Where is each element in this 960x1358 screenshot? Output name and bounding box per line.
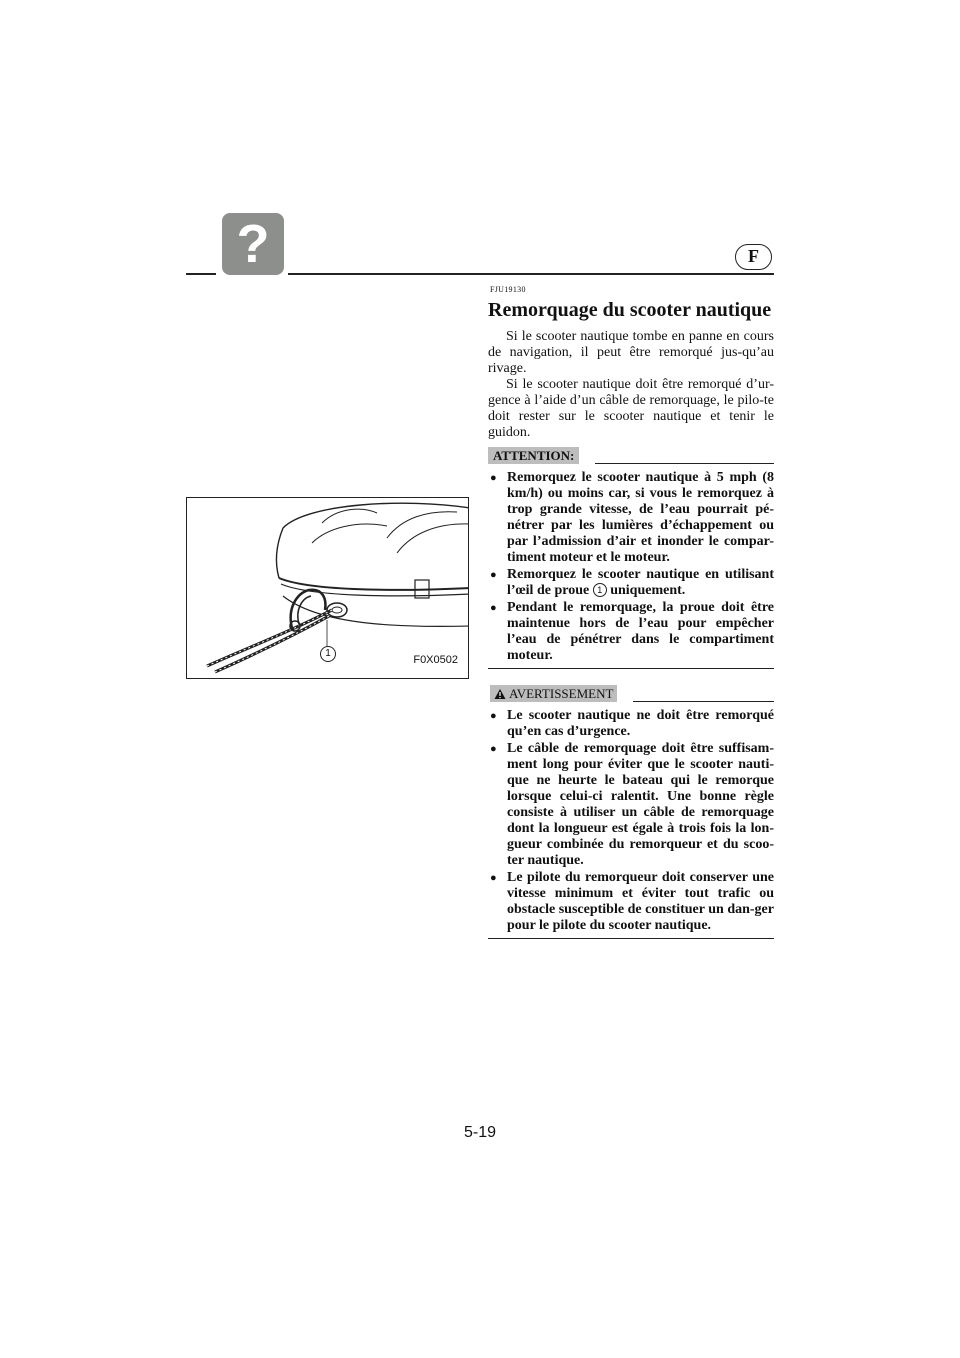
warning-end-rule (488, 938, 774, 939)
attention-item: ● Remorquez le scooter nautique à 5 mph (8 km/h) ou moins car, si vous le remorquez à trop grande vitesse, de l’eau pourrait pé-nétrer par les lumières d’échappement ou par l’admission d’air et inonder le compar-timent moteur et le moteur. (490, 470, 774, 565)
question-mark-icon: ? (222, 213, 284, 275)
paragraph-2: Si le scooter nautique doit être remorqué d’ur-gence à l’aide d’un câble de remorquage, le pilo-te doit rester sur le scooter nautique et tenir le guidon. (488, 377, 774, 440)
language-badge: F (735, 244, 772, 270)
warning-item: ● Le câble de remorquage doit être suffisam-ment long pour éviter que le scooter nauti-que ne heurte le bateau qui le remorque lorsque celui-ci ralentit. Une bonne règle consiste à utiliser un câble de remorquage dont la longueur est égale à trois fois la lon-gueur combinée du remorqueur et du scoo-ter nautique. (490, 741, 774, 868)
bullet-icon: ● (490, 472, 497, 484)
bullet-icon: ● (490, 710, 497, 722)
bullet-icon: ● (490, 872, 497, 884)
attention-rule (595, 463, 774, 464)
attention-end-rule (488, 668, 774, 669)
header-rule (288, 273, 774, 275)
warning-label-box (490, 685, 617, 702)
warning-header (488, 685, 774, 702)
paragraph-1: Si le scooter nautique tombe en panne en cours de navigation, il peut être remorqué jus-qu’au rivage. (488, 329, 774, 376)
callout-1-icon: 1 (593, 583, 607, 597)
warning-triangle-icon (494, 688, 506, 700)
towing-illustration (186, 497, 469, 679)
attention-list (488, 470, 774, 664)
figure-callout-1: 1 (320, 646, 336, 662)
warning-item: ● Le pilote du remorqueur doit conserver une vitesse minimum et éviter tout trafic ou obstacle susceptible de constituer un dan-ger pour le pilote du scooter nautique. (490, 870, 774, 933)
warning-rule (633, 701, 774, 702)
attention-item: ● Pendant le remorquage, la proue doit être maintenue hors de l’eau pour empêcher l’eau de pénétrer dans le compartiment moteur. (490, 600, 774, 663)
attention-header (488, 447, 774, 464)
content-column (488, 285, 774, 939)
warning-label: AVERTISSEMENT (509, 686, 614, 701)
attention-label: ATTENTION: (488, 447, 579, 464)
page-number: 5-19 (463, 1124, 497, 1141)
warning-item: ● Le scooter nautique ne doit être remorqué qu’en cas d’urgence. (490, 708, 774, 739)
figure-code: F0X0502 (413, 654, 458, 666)
header-rule-left (186, 273, 216, 275)
attention-item: ● Remorquez le scooter nautique en utilisant l’œil de proue 1 uniquement. (490, 567, 774, 598)
section-code: FJU19130 (490, 285, 526, 294)
bullet-icon: ● (490, 743, 497, 755)
bullet-icon: ● (490, 569, 497, 581)
bullet-icon: ● (490, 602, 497, 614)
warning-list (488, 708, 774, 934)
section-title: Remorquage du scooter nautique (488, 299, 772, 321)
